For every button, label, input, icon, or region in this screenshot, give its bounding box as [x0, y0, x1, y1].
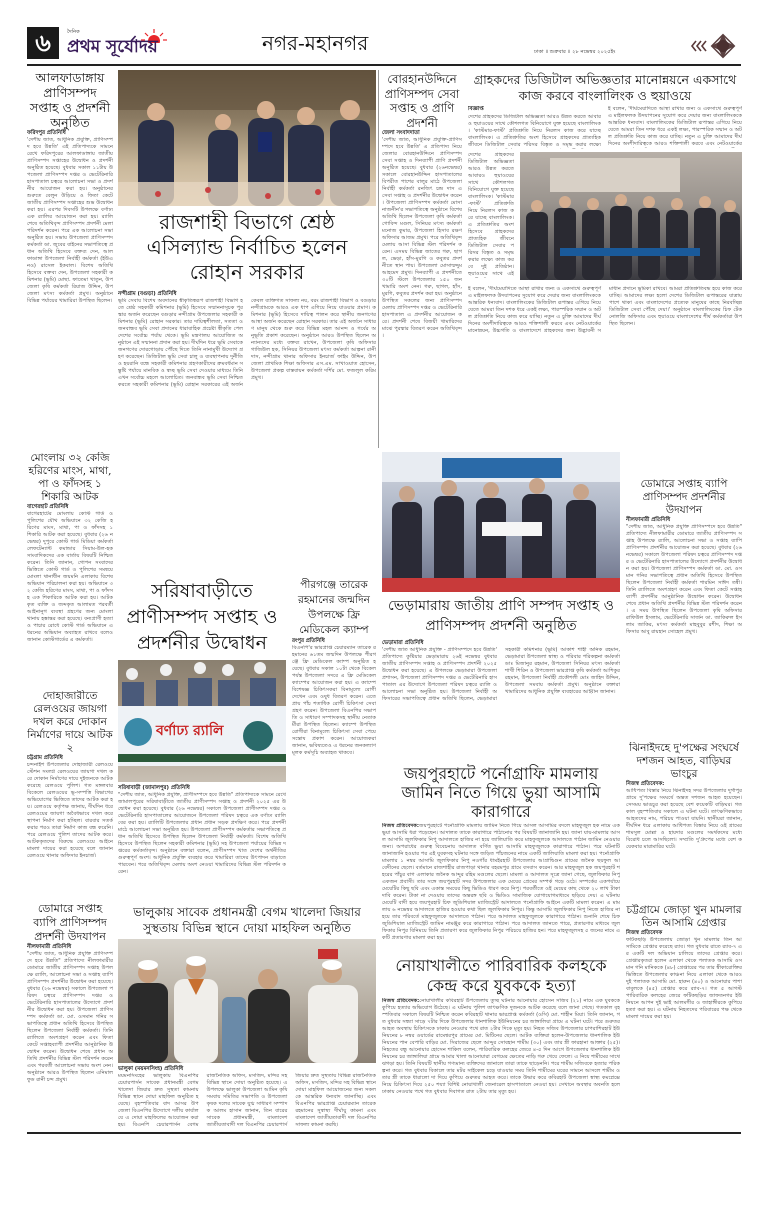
headline: আলফাডাঙ্গায় প্রাণিসম্পদ সপ্তাহ ও প্রদর্শনী অনুষ্ঠিত [29, 70, 111, 130]
exhibition-photo [382, 452, 620, 592]
byline: রংপুর প্রতিনিধি [292, 638, 325, 644]
article-alfadanga [27, 70, 113, 446]
headline: বোরহানউদ্দিনে প্রাণিসম্পদ সেবা সপ্তাহ ও প্রাণি প্রদর্শনী [384, 72, 460, 130]
headline: ঝিনাইদহে দু'পক্ষের সংঘর্ষে দশজন আহত, বাড়িঘর ভাংচুর [629, 742, 739, 780]
article-boranuddin [382, 72, 462, 448]
article-body: 'দেশীয় জাত, আধুনিক প্রযুক্তি, প্রাণিসম্পদ হবে উন্নতি' এই প্রতিপাদ্যকে সামনে রেখে ফরিদপুরের আলফাডাঙ্গায় জাতীয় প্রাণিসম্পদ সপ্তাহের উদ্বোধন ও প্রদর্শনী অনুষ্ঠিত হয়েছে। বুধবার সকাল ১১টায় উপজেলা প্রাণিসম্পদ দপ্তর ও ভেটেরিনারি হাসপাতাল চত্বরে আলোচনা সভা ও প্রদর্শনীর আয়োজন করা হয়। অনুষ্ঠানের শুরুতে বেলুন উড়িয়ে ও ফিতা কেটে জাতীয় প্রাণিসম্পদ সপ্তাহের শুভ উদ্বোধন করা হয়। এরপর দিবসটি উপলক্ষে বর্ণাঢ্য এক র‍্যালির আয়োজন করা হয়। র‍্যালি শেষে অতিথিবৃন্দ প্রাণিসম্পদ প্রদর্শনী মেলা পরিদর্শন করেন। পরে এক আলোচনা সভা অনুষ্ঠিত হয়। সভায় উপজেলা প্রাণিসম্পদ কর্মকর্তা ডা. জুবের বাইনের সভাপতিত্বে প্রধান অতিথি হিসেবে বক্তব্য দেন, আলফাডাঙ্গা উপজেলা নির্বাহী কর্মকর্তা (ইউএনও) রাসেল ইকবাল। বিশেষ অতিথি হিসেবে বক্তব্য দেন, উপজেলা সহকারী কমিশনার (ভূমি) মোছা. ফাতেমা খাতুন, উপজেলা কৃষি কর্মকর্তা রিয়াজ উদ্দিন, উপজেলা মৎস্য কর্মকর্তা প্রমুখ। অনুষ্ঠানে বিভিন্ন পর্যায়ের খামারিরা উপস্থিত ছিলেন। [27, 137, 113, 304]
byline: নিজস্ব প্রতিবেদক [626, 930, 663, 936]
article-body: 'দেশীয় জাত, আধুনিক প্রযুক্তি-প্রাণিসম্পদে হবে উন্নতি' এ প্রতিপাদ্য নিয়ে জেলার বোরহানউদ্দিনে প্রাণিসম্পদ সেবা সপ্তাহ ও দিনব্যাপী প্রাণি প্রদর্শনী অনুষ্ঠিত হয়েছে। বুধবার (২৬নভেম্বর) সকালে বোরহানউদ্দিন হাসপাতালের বিপরীত পাশের বালুর মাঠে উপজেলা নির্বাহী কর্মকর্তা রনজিৎ চন্দ্র দাস এ সেবা সপ্তাহ ও প্রদর্শনীর উদ্বোধন করেন। উপজেলা প্রাণিসম্পদ কর্মকর্তা মোসা নাজনীন'র সভাপতিত্বে অনুষ্ঠানে বিশেষ অতিথি ছিলেন উপজেলা কৃষি কর্মকর্তা গোবিন্দ মণ্ডল, সিনিয়র মৎস্য কর্মকর্তা মনোজ কুমার, উপজেলা হিসাব রক্ষণ অফিসার আজম প্রমুখ। পরে অতিথিবৃন্দ মেলায় আসা বিভিন্ন স্টল পরিদর্শন করেন। এসময় বিভিন্ন জাতের গরু, ছাগল, ভেড়া, হাঁস-মুরগি ও কবুতর প্রদর্শনীতে স্থান পায়। উপজেলা মোসাম্মদ্দুম আহমেদ প্রমুখ। দিনব্যাপী এ প্রদর্শনীতে ৩০টি স্টলে উপজেলার ১৫০ জন খামারি অংশ নেন। গরু, ছাগল, হাঁস, মুরগি, কবুতর প্রদর্শন করা হয়। অনুষ্ঠানে উপস্থিত সকলের জন্য প্রাণিসম্পদ মেলায় প্রাণিসম্পদ দপ্তর ও ভেটেরিনারি হাসপাতাল এ প্রদর্শনীর আয়োজন করে। প্রদর্শনী শেষে বিজয়ী খামারিদের মাঝে পুরস্কার বিতরণ করেন অতিথিবৃন্দ। [382, 137, 462, 339]
headline: সরিষাবাড়ীতে প্রাণীসম্পদ সপ্তাহ ও প্রদর্শনীর উদ্বোধন [126, 580, 278, 654]
headline: পীরগঞ্জে তারেক রহমানের জন্মদিন উপলক্ষে ফ্রি মেডিকেল ক্যাম্প [298, 579, 370, 636]
section-title: নগর-মহানগর [262, 31, 369, 55]
masthead [27, 27, 247, 59]
article-domar-right [626, 478, 742, 734]
headline: গ্রাহকদের ডিজিটাল অভিজ্ঞতার মানোন্নয়নে একসাথে কাজ করবে বাংলালিংক ও হুয়াওয়ে [473, 72, 737, 103]
headline: ডোমারে সপ্তাহ ব্যাপি প্রাণিসম্পদ প্রদর্শনীর উদযাপন [640, 478, 728, 516]
article-body: আধিপত্য বিস্তার নিয়ে ঝিনাইদহ সদর উপজেলার দুর্গাপুর গ্রামে দু'পক্ষের সংঘর্ষে অন্তত দশজন আহত হয়েছেন। সেসময় ভাঙচুর করা হয়েছে বেশ কয়েকটি বাড়িঘর। গতকাল বৃহস্পতিবার সকালে এ ঘটনা ঘটে। তাৎক্ষণিকভাবে আহতদের নাম, পরিচয় পাওয়া যায়নি। স্থানীয়রা জানান, দীর্ঘদিন ধরে এলাকায় আধিপত্য বিস্তার নিয়ে ওই গ্রামের শামসুল মোল্লা ও হায়দার মণ্ডলের সমর্থকদের মধ্যে বিরোধ চলে আসছিলো। সম্প্রতি দু'গ্রুপের মধ্যে বেশ কয়েকবার মারামারির ঘটে। [626, 788, 742, 850]
dateline: ঢাকা ॥ শুক্রবার ॥ ২৮ নভেম্বর ২০২৫ইং [534, 49, 616, 55]
article-bheramara [382, 596, 620, 758]
article-body [382, 823, 620, 950]
byline: নন্দীগ্রাম (বগুড়া) প্রতিনিধি [118, 291, 177, 297]
logo-text: প্রথম সূর্যোদয় [67, 37, 158, 57]
article-sarishabari [118, 578, 286, 898]
article-body: চন্দনাইশ উপজেলার দোহাজারী রেলওয়ে স্টেশন সংলগ্ন রেলওয়ের জায়গা দখল করে দোকান নির্মাণের দায়ে দুইজনকে আটক করেছে রেলওয়ে পুলিশ। গত মঙ্গলবার বিকেলে রেলওয়ের ভূ-সম্পত্তি বিভাগের অভিযোগের ভিত্তিতে তাদের আটক করা হয়। রেলওয়ে কর্তৃপক্ষ জানায়, দীর্ঘদিন ধরে রেলওয়ের জায়গা অবৈধভাবে দখল করে স্থাপনা নির্মাণ করা হচ্ছিল। বারবার সতর্ক করার পরও তারা নির্মাণ কাজ বন্ধ করেনি। পরে রেলওয়ে পুলিশ তাদের আটক করে। আটককৃতদের বিরুদ্ধে রেলওয়ে আইনে মামলা দায়ের করা হয়েছে বলে জানান রেলওয়ে থানার অফিসার ইনচার্জ। [27, 762, 113, 859]
byline: নিজস্ব প্রতিবেদক: [382, 823, 419, 829]
article-body: বিএনপি'র ভারপ্রাপ্ত চেয়ারম্যান তারেক রহমানের ৬১তম জন্মদিন উপলক্ষে পীরগঞ্জে ফ্রি মেডিকেল ক্যাম্প অনুষ্ঠিত হয়েছে। বুধবার সকাল ১০টা থেকে বিকেল পর্যন্ত উপজেলা সদরে এ ফ্রি মেডিকেল ক্যাম্পের আয়োজন করা হয়। এ ক্যাম্পে বিশেষজ্ঞ চিকিৎসকরা বিনামূল্যে রোগী দেখেন এবং ওষুধ বিতরণ করেন। এতে প্রায় পাঁচ শতাধিক রোগী চিকিৎসা সেবা গ্রহণ করেন। উপজেলা বিএনপির সভাপতি ও সাধারণ সম্পাদকসহ স্থানীয় নেতাকর্মীরা উপস্থিত ছিলেন। ক্যাম্পে উপস্থিত রোগীরা বিনামূল্যে চিকিৎসা সেবা পেয়ে সন্তোষ প্রকাশ করেন। আয়োজকরা জানান, ভবিষ্যতেও এ ধরনের জনকল্যাণমূলক কর্মসূচি অব্যাহত থাকবে। [292, 645, 376, 756]
headline: নোয়াখালীতে পারিবারিক কলহকে কেন্দ্র করে যুবককে হত্যা [395, 956, 607, 995]
ornament-icon [690, 32, 736, 60]
article-body: 'দেশীয় জাত আধুনিক প্রযুক্তি - প্রাণিসম্পদে হবে উন্নতি' প্রতিপাদ্যে কুষ্টিয়ার ভেড়ামারায় ২৬ই নভেম্বর বুধবার জাতীয় প্রাণিসম্পদ সপ্তাহ ও প্রাণিসম্পদ প্রদর্শনী ২০২৫ উদ্বোধন করা হয়েছে। এ উপলক্ষে ভেড়ামারা উপজেলা প্রশাসন, উপজেলা প্রাণিসম্পদ দপ্তর ও ভেটেরিনারি হাসপাতাল এর উদ্যোগে উপজেলা পরিষদ চত্বরে র‍্যালি ও আলোচনা সভা অনুষ্ঠিত হয়। উপজেলা নির্বাহী অফিসারের সভাপতিত্বে প্রধান অতিথি ছিলেন, ভেড়ামারা সহকারী কমিশনার (ভূমি) আকাশ শাহী অনিক রহমান, ভেড়ামারা উপজেলা স্বাস্থ্য ও পরিবার পরিকল্পনা কর্মকর্তা ডাঃ মিজানুর রহমান, উপজেলা সিনিয়র মৎস্য কর্মকর্তা শাখী শিরিন ও উপজেলা ভারপ্রাপ্ত কৃষি কর্মকর্তা আশিকুর রহমান, উপজেলা নির্বাহী প্রকৌশলী মোঃ জাহিদ উদ্দিন, উপজেলা সমবায় কর্মকর্তা প্রমুখ। অনুষ্ঠানে বক্তারা খামারিদের আধুনিক প্রযুক্তি ব্যবহারের আহ্বান জানান। [382, 647, 620, 702]
byline: সরিষাবাড়ী (জামালপুর) প্রতিনিধি [118, 785, 190, 791]
headline: ভালুকায় সাবেক প্রধানমন্ত্রী বেগম খালেদা জিয়ার সুস্থতায় বিভিন্ন স্থানে দোয়া মাহফিল অনুষ্ঠিত [133, 905, 361, 935]
headline: মোংলায় ৩২ কেজি হরিণের মাংস, মাথা, পা ও ফাঁদসহ ১ শিকারি আটক [28, 452, 112, 503]
article-body: ভূমি সেবায় বিশেষ অবদানের স্বীকৃতিস্বরূপ রাজশাহী বিভাগ হতে শ্রেষ্ঠ সহকারী কমিশনার (ভূমি) হিসেবে সম্মাননাসূচক পুরস্কার অর্জন করেছেন বগুড়ার নন্দীগ্রাম উপজেলার সহকারী কমিশনার (ভূমি) রোহান সরকার। তার দায়িত্বশীলতা, সততা ও জনবান্ধব ভূমি সেবা প্রদানের ধারাবাহিক প্রচেষ্টা স্বীকৃতি পেল দেশের সর্বোচ্চ পর্যায় থেকে। ভূমি মন্ত্রণালয় আয়োজিত অনুষ্ঠানে এই সম্মাননা প্রদান করা হয়। দীর্ঘদিন ধরে ভূমি সেবাকে জনগণের দোরগোড়ায় পৌঁছে দিতে তিনি নানামুখী উদ্যোগ গ্রহণ করেছেন। ডিজিটাল ভূমি সেবা চালু ও ব্যবস্থাপনায় দুর্নীতি ও হয়রানি বন্ধে সহকারী কমিশনার গ্রহণকারীদের ক্রমবর্ধমান সন্তুষ্টি পর্যায়ে মানবিক ও স্বচ্ছ ভূমি সেবা দেওয়ার মাধ্যমে তিনি এখন সর্বোচ্চ মহলে আলোচিত। জনবান্ধব ভূমি সেবা নিশ্চিত করতে সহকারী কমিশনার (ভূমি) রোহান সরকারের এই অর্জন কেবল ব্যক্তিগত সাফল্য নয়, বরং রাজশাহী বিভাগ ও বগুড়ার নন্দীগ্রামকে আরও এক ধাপ এগিয়ে নিয়ে যাওয়ার প্রমাণ। কমিশনার (ভূমি) হিসেবে দায়িত্ব পালন করে স্থানীয় জনগণের আস্থা অর্জন করেছেন রোহান সরকার। তার এই অর্জনে সাধারণ মানুষ থেকে শুরু করে বিভিন্ন মহল আনন্দ ও গর্বের অনুভূতি প্রকাশ করেছেন। অনুষ্ঠানে আরও উপস্থিত ছিলেন অন্যান্যদের মধ্যে বক্তব্য রাখেন, উপজেলা কৃষি অফিসার গাজিউল হক, সিনিয়র উপজেলা মৎস্য কর্মকর্তা আল্পনা রানী দাস, নন্দীগ্রাম থানার অফিসার ইনচার্জ ফাইম উদ্দিন, উপজেলা প্রাথমিক শিক্ষা অফিসার এস.এম. সাখাওয়াত হোসেন, উপজেলা প্রকল্প বাস্তবায়ন কর্মকর্তা দর্শির মো. ফজলুল করিম প্রমুখ। [118, 298, 376, 388]
headline: ডোমারে সপ্তাহ ব্যাপি প্রাণিসম্পদ প্রদর্শনী উদযাপন [33, 902, 107, 943]
article-body: "দেশীয় জাত, আধুনিক প্রযুক্তি, প্রাণীসম্পদে হবে উন্নতি" প্রতিপাদ্যকে সামনে রেখে জামালপুরের সরিষাবাড়ীতে জাতীয় প্রাণীসম্পদ সপ্তাহ ও প্রদর্শনী ২০২৫ এর উদ্বোধন করা হয়েছে। বুধবার (২৬ নভেম্বর) সকালে উপজেলা প্রাণীসম্পদ দপ্তর ও ভেটেরিনারি হাসপাতালের আয়োজনে উপজেলা পরিষদ চত্বরে এক বর্ণাঢ্য র‍্যালি বের করা হয়। র‍্যালিটি উপজেলার প্রধান প্রধান সড়ক প্রদক্ষিণ করে। পরে প্রদর্শনী মাঠে আলোচনা সভা অনুষ্ঠিত হয়। উপজেলা প্রাণীসম্পদ কর্মকর্তার সভাপতিত্বে প্রধান অতিথি হিসেবে উপস্থিত ছিলেন উপজেলা নির্বাহী কর্মকর্তা। বিশেষ অতিথি হিসেবে উপস্থিত ছিলেন সহকারী কমিশনার (ভূমি) সহ উপজেলা পর্যায়ের বিভিন্ন দপ্তরের কর্মকর্তাবৃন্দ। অনুষ্ঠানে বক্তারা বলেন, প্রাণীসম্পদ খাত দেশের অর্থনীতির গুরুত্বপূর্ণ অংশ। আধুনিক প্রযুক্তি ব্যবহার করে খামারিরা তাদের উৎপাদন বাড়াতে পারবেন। পরে অতিথিবৃন্দ মেলায় অংশ নেওয়া খামারিদের বিভিন্ন স্টল পরিদর্শন করেন। [118, 792, 286, 875]
article-text: নোয়াখালীর কবিরহাট উপজেলায় তুচ্ছ ঘটনার আনোয়ার হোসেন সজিব (২১) নামে এক যুবককে কুপিয়ে হত্যার অভিযোগ উঠেছে। এ ঘটনায় পুলিশ তাৎক্ষণিক দুজনকে আটক করেছে বলে জানা গেছে। গতকাল বৃহস্পতিবার সকালে বিষয়টি নিশ্চিত করেন কবিরহাট থানার ভারপ্রাপ্ত কর্মকর্তা (ওসি) মো. শাহীন মিয়া। তিনি জানান, গত বুধবার সন্ধ্যা সাড়ে ৭টার দিকে উপজেলার ধানশালিক ইউনিয়নের চর জাঙ্গালিয়া গ্রামে এ ঘটনা ঘটে। পরে গুরুতর আহত অবস্থায় চিকিৎসকে ঢাকায় নেওয়ার পথে রাত ২টার দিকে মৃত্যু হয়। নিহত সজিব উপজেলার চাপরাশিরহাট ইউনিয়নের ৮ নম্বর ওয়ার্ডের রামেশ্বরপুর গ্রামের মো. মিটিনের ছেলে। আটক ব্যক্তিরা হলেন-উপজেলার ধানশালিক ইউনিয়নের পান বেপারি বাড়ির মো. সিরাজের ছেলে আব্দুর সোবহান শামীম (৩০) এবং তার স্ত্রী ফারহানা আক্তার (২৫)। নিহতের বন্ধু আনোয়ার হোসেন শাকিল বলেন, পারিবারিক কলহের জেরে ৪-৫ দিন আগে উপজেলার ধানশালিক ইউনিয়নের চর জাঙ্গালিয়া গ্রামে আমার খালা আনোয়ারা বেগমের ক্ষেতের নাড়ি গরু খেয়ে ফেলে। এ নিয়ে শামীমের সাথে ঝগড়া হয়। তিনি বিষয়টি স্থানীয় গণ্যমান্য ব্যক্তিদের জানালে তারা তাকে ছাড়েননি। পরে শামীম সজিবকে হত্যার পরিকল্পনা করে। গত বুধবার বিকালে তার মটর সাইকেল চড়ে যাওয়ার সময় তিনি শামীমের ঘরের সামনে আসলে শামীম ও তার স্ত্রী তাকে ধারালো দা দিয়ে কুপিয়ে গুরুতর আহত করে। তাকে উদ্ধার করে কবিরহাট উপজেলা স্বাস্থ্য কমপ্লেক্সে নিয়ে চিকিৎসা দিয়ে ২৫০ শয্যা বিশিষ্ট নোয়াখালী জেনারেল হাসপাতালে নেওয়া হয়। সেখানে অবস্থার অবনতি হলে ঢাকায় নেওয়ার পথে গত বুধবার দিবাগত রাত ২টায় তার মৃত্যু হয়। [382, 998, 620, 1095]
headline: ভেড়ামারায় জাতীয় প্রাণি সম্পদ সপ্তাহ ও প্রাণিসম্পদ প্রদর্শনী অনুষ্ঠিত [388, 598, 614, 634]
byline: নীলফামারী প্রতিনিধি [27, 944, 72, 950]
footer-rule [27, 1132, 741, 1134]
byline: ফরিদপুর প্রতিনিধি [27, 130, 66, 136]
newspaper-logo [67, 29, 237, 59]
article-body: "দেশীয় জাত, আধুনিক প্রযুক্তি প্রাণিসম্পদে হবে উন্নতি" প্রতিপাদ্যে নীলফামারীর ডোমারে জাতীয় প্রাণিসম্পদ সপ্তাহ উপলক্ষে র‍্যালি, আলোচনা সভা ও সপ্তাহ ব্যাপি প্রাণিসম্পদ প্রদর্শনীর উদ্বোধন করা হয়েছে। বুধবার (২৬ নভেম্বর) সকালে উপজেলা পরিষদ চত্বরে প্রাণিসম্পদ দপ্তর ও ভেটেরিনারি হাসপাতালের উদ্যোগে প্রদর্শনীর উদ্বোধন করা হয়। উপজেলা প্রাণিসম্পদ কর্মকর্তা ডা. মো. ওসমান গনির সভাপতিত্বে প্রধান অতিথি হিসেবে উপস্থিত ছিলেন উপজেলা নির্বাহী কর্মকর্তা। তিনি র‍্যালিতে অংশগ্রহণ করেন এবং ফিতা কেটে সপ্তাহব্যাপী প্রদর্শনীর আনুষ্ঠানিক উদ্বোধন করেন। উদ্বোধন শেষে প্রধান অতিথি প্রদর্শনীর বিভিন্ন স্টল পরিদর্শন করেন এবং পরবর্তী আলোচনা সভায় অংশ নেন। অনুষ্ঠানে আরও উপস্থিত ছিলেন এনিমাল ফুড রানী চন্দ প্রমুখ। [27, 951, 113, 1083]
award-ceremony-photo [118, 70, 376, 206]
article-body-bottom: ই বলেন, 'দীর্ঘমেয়াদিতে আস্থা রাখার জন্য ও একসাথে গুরুত্বপূর্ণ এ মাইলফলক উদযাপনের সুযোগ করে দেয়ার জন্য বাংলালিংককে আন্তরিক ধন্যবাদ। বাংলালিংকের ডিজিটাল রূপান্তর এগিয়ে নিয়ে যেতে আমরা তিন দশক ধরে একই লক্ষ্য, পারস্পরিক সম্মান ও অটল প্রতিশ্রুতি নিয়ে কাজ করে যাচ্ছি। নতুন এ চুক্তি আমাদের দীর্ঘদিনের অংশীদারিত্বকে আরও শক্তিশালী করবে এবং নেটওয়ার্কের মানোন্নয়ন, উচ্চগতি ও বাংলাদেশে গ্রাহকদের জন্য উদ্ভাবনী সমাধান প্রদানে ভূমিকা রাখবে। আমরা প্রতিশ্রুতিবদ্ধ হয়ে কাজ করে যাচ্ছি। আমাদের লক্ষ্য হলো দেশের ডিজিটাল রূপান্তরের যাত্রায় পাশে থাকা এবং বাংলাদেশের প্রত্যেক মানুষের কাছে নিরবচ্ছিন্ন ডিজিটাল সেবা পৌঁছে দেয়া।' অনুষ্ঠানে বাংলালিংকের চিফ টেকনোলজি অফিসার এবং হুয়াওয়ে বাংলাদেশের শীর্ষ কর্মকর্তারা উপস্থিত ছিলেন। [468, 286, 742, 334]
byline: চট্টগ্রাম প্রতিনিধি [27, 755, 63, 761]
article-body-side: দেশের গ্রাহকদের ডিজিটাল অভিজ্ঞতা আরও উন্নত করতে আবারও হুয়াওয়ের সাথে কৌশলগত বিনিয়োগে যুক্ত হয়েছে বাংলালিংক। 'কাস্টমার-ফার্স্ট' প্রতিশ্রুতি নিয়ে নিরলস কাজ করে যাচ্ছে বাংলালিংক। এ প্রতিশ্রুতির অংশ হিসেবে গ্রাহকদের প্রাত্যহিক জীবনে ডিজিটাল সেবার পরিসর বিস্তৃত ও সমৃদ্ধ করার লক্ষ্যে কাজ করবে দুই প্রতিষ্ঠান। হুয়াওয়ের সাথে এই [468, 152, 514, 277]
page-number: ৬ [27, 27, 59, 59]
article-body-right: ই বলেন, 'দীর্ঘমেয়াদিতে আস্থা রাখার জন্য ও একসাথে গুরুত্বপূর্ণ এ মাইলফলক উদযাপনের সুযোগ করে দেয়ার জন্য বাংলালিংককে আন্তরিক ধন্যবাদ। বাংলালিংকের ডিজিটাল রূপান্তর এগিয়ে নিয়ে যেতে আমরা তিন দশক ধরে একই লক্ষ্য, পারস্পরিক সম্মান ও অটল প্রতিশ্রুতি নিয়ে কাজ করে যাচ্ছি। নতুন এ চুক্তি আমাদের দীর্ঘদিনের অংশীদারিত্বকে আরও শক্তিশালী করবে এবং নেটওয়ার্কের [608, 106, 742, 147]
byline: নীলফামারী প্রতিনিধি [626, 517, 671, 523]
article-noakhali [382, 956, 620, 1128]
prayer-gathering-photo [118, 939, 376, 1063]
headline: চট্টগ্রামে জোড়া খুন মামলার তিন আসামি গ্রেপ্তার [626, 904, 742, 929]
article-rajshahi [118, 210, 376, 532]
article-body: "দেশীয় জাত, আধুনিক প্রযুক্তি প্রাণিসম্পদে হবে উন্নতি" প্রতিপাদ্যে নীলফামারীর ডোমারে জাতীয় প্রাণিসম্পদ সপ্তাহ উপলক্ষে র‍্যালি, আলোচনা সভা ও সপ্তাহ ব্যাপি প্রাণিসম্পদ প্রদর্শনীর আয়োজন করা হয়েছে। বুধবার (২৬ নভেম্বর) সকালে উপজেলা পরিষদ চত্বরে প্রাণিসম্পদ দপ্তর ও ভেটেরিনারি হাসপাতালের উদ্যোগে প্রদর্শনীর উদ্বোধন করা হয়। উপজেলা প্রাণিসম্পদ কর্মকর্তা ডা. মো. ওসমান গনির সভাপতিত্বে প্রধান অতিথি হিসেবে উপস্থিত ছিলেন উপজেলা নির্বাহী কর্মকর্তা শারমিন সাঈদ তন্বী। তিনি র‍্যালিতে অংশগ্রহণ করেন এবং ফিতা কেটে সপ্তাহব্যাপী প্রদর্শনীর আনুষ্ঠানিক উদ্বোধন করেন। উদ্বোধন শেষে প্রধান অতিথি প্রদর্শনীর বিভিন্ন স্টল পরিদর্শন করেন। এ সময় উপস্থিত ছিলেন উপজেলা কৃষি অফিসার রাফিউল ইসলাম, ভেটেরিনারি সার্জন ডা. জাকিরুল ইসলাম জাকির, মৎস্য কর্মকর্তা মাহবুবুর রশীদ, শিক্ষা অফিসার আবু রায়হান সোহেল প্রমুখ। [626, 524, 742, 635]
article-banglalink [468, 72, 742, 448]
headline: দোহাজারীতে রেলওয়ের জায়গা দখল করে দোকান নির্মাণের দায়ে আটক ২ [27, 690, 113, 754]
byline: ভেড়ামারা প্রতিনিধি [382, 640, 424, 646]
article-pirganj [292, 578, 376, 898]
article-text: জয়পুরহাটে পর্নোগ্রাফি মামলায় জামিন নিতে গিয়ে আসল আসামির বদলে মাহফুজুল হক নামে এক ভুয়া আসামি ধরা পড়েছেন। আদালত তাকে কারাগারে পাঠানোর পর বিষয়টি জানাজানি হয়। জানা যায়-মামলার আসল আসামি জুলফিকার নিপু আদালতে হাজির না হয়ে জালিয়াতি করে মাহফুজুলকে আদালতে পাঠান জামিন নেওয়ার জন্য। অপরাধের গুরুত্ব বিবেচনায় আদালত বর্ণিত ভুয়া আসামি মাহফুজুলকে কারাগারে পাঠান। পরে ঘটনাটি জানাজানি হওয়ার পর এই যুবকসহ ঘটনার সঙ্গে জড়িত পাঁচজনের নামে একটি জালিয়াতি মামলা করা হয়। পর্নোগ্রাফি মামলার ১ নম্বর আসামি জুলফিকার নিপু নওগাঁর ধামইরহাট উপজেলার আগ্রাদ্বিগুন গ্রামের জনৈক ছয়ফুল আবেদীনের ছেলে। বর্তমানে রাজশাহীর রাজপাড়া থানার বহরমপুর গ্রামে বসবাস করেন। আর মাহফুজুল হক জয়পুরহাট শহরের পাঁচুর বাগ এলাকার জনৈক আব্দুর রহিম মণ্ডলের ছেলে। মামলা ও আদালত সূত্রে জানা গেছে, জুলফিকার নিপু একজন প্রবাসী। তার সঙ্গে জয়পুরহাট সদর উপজেলার এক মেয়ের প্রেমের সম্পর্ক গড়ে ওঠে। সম্পর্কের একপর্যায়ে মেয়েটির কিছু ছবি এবং একান্ত সময়ের কিছু ভিডিও ধারণ করে নিপু। পরবর্তীতে ওই মেয়ের কাছ থেকে ২০ লাখ টাকা দাবি করেন। টাকা না দেওয়ায় তাদের অন্তরঙ্গ ছবি ও ভিডিও সামাজিক যোগাযোগমাধ্যমে ছড়িয়ে দেয়। এ ঘটনায় মেয়েটি বাদী হয়ে জয়পুরহাট চিফ জুডিশিয়াল ম্যাজিস্ট্রেট আদালতে পর্নোগ্রাফি আইনে একটি মামলা করেন। এ মামলায় ৬ নভেম্বর আদালতে হাজির হওয়ার কথা ছিল জুলফিকার নিপুর। কিন্তু আসামি জুলফিকার নিপু নিজে হাজির না হয়ে তার পরিবর্তে মাহফুজুলকে আদালতে পাঠান। পরে আদালত মাহফুজুলকে কারাগারে পাঠান। শুনানি শেষে চিফ জুডিশিয়াল ম্যাজিস্ট্রেট জামিন নামঞ্জুর করে কারাগারে পাঠান। পরে আদালত জানতে পারে, প্রতারণার মাধ্যমে জুলফিকার নিপুর বিনিময়ে তিনি প্রতারণা করে জুলফিকার নিপুর পরিচয়ে হাজির হন। পরে মাহফুজুলসহ ৫ জনের নামে একটি প্রতারণার মামলা করা হয়। [382, 823, 620, 941]
mou-signing-photo [520, 152, 742, 280]
byline: বাগেরহাট প্রতিনিধি [27, 504, 69, 510]
article-body: বাগেরহাটের মোংলায় কোস্ট গার্ড ও পুলিশের যৌথ অভিযানে ৩২ কেজি হরিণের মাংস, মাথা, পা ও ফাঁদসহ ১ শিকারি আটক করা হয়েছে। বুধবার (২৬ নভেম্বর) দুপুরে কোস্ট গার্ড মিডিয়া কর্মকর্তা লেফটেন্যান্ট কমান্ডার সিয়াম-উল-হক সাংবাদিকদের এক বার্তায় বিষয়টি নিশ্চিত করেন। তিনি জানান, গোপন সংবাদের ভিত্তিতে কোস্ট গার্ড ও পুলিশের সমন্বয়ে মোংলা থানাধীন জয়মনি এলাকায় বিশেষ অভিযান পরিচালনা করা হয়। অভিযানে ৩২ কেজি হরিণের মাংস, মাথা, পা ও ফাঁদসহ এক শিকারিকে আটক করা হয়। আটককৃত ব্যক্তি ও জব্দকৃত আলামত পরবর্তী আইনানুগ ব্যবস্থা গ্রহণের জন্য মোংলা থানায় হস্তান্তর করা হয়েছে। বন্যপ্রাণী হত্যা ও পাচার রোধে কোস্ট গার্ড অভিযানে এ ধরনের অভিযান অব্যাহত রাখবে বলেও জানান কোস্টগার্ডের এ কর্মকর্তা। [27, 511, 113, 643]
rally-banner-text: বর্ণাঢ্য র‍্যালি [156, 723, 224, 739]
divider [378, 70, 379, 448]
rally-photo [118, 660, 286, 782]
article-mongla [27, 452, 113, 682]
byline: বিজ্ঞপ্তি [468, 106, 484, 112]
headline: জয়পুরহাটে পর্নোগ্রাফি মামলায় জামিন নিতে গিয়ে ভুয়া আসামি কারাগারে [401, 764, 601, 821]
logo-small-label: দৈনিক [67, 29, 80, 35]
masthead-rule [27, 64, 741, 66]
headline: রাজশাহী বিভাগে শ্রেষ্ঠ এসিল্যান্ড নির্বাচিত হলেন রোহান সরকার [146, 210, 348, 284]
article-bhaluka [118, 904, 376, 1128]
article-joypurhat [382, 764, 620, 950]
byline: ভালুকা (ময়মনসিংহ) প্রতিনিধি [118, 1066, 184, 1072]
byline: নিজস্ব প্রতিবেদক: [626, 781, 665, 787]
article-body: ময়মনসিংহের ভালুকায় বিএনপির চেয়ারপার্সন সাবেক প্রধানমন্ত্রী বেগম খালেদা জিয়ার দ্রুত সুস্থতা কামনায় বিভিন্ন স্থানে দোয়া মাহফিল অনুষ্ঠিত হয়েছে। বৃহস্পতিবার বাদ আসর উপজেলা বিএনপির উদ্যোগে দলীয় কার্যালয়ে এ দোয়া মাহফিলের আয়োজন করা হয়। বিএনপি চেয়ারপার্সন বেগম রাজনৈতিক অফিস, মসজিদ, মন্দির সহ বিভিন্ন স্থানে দোয়া অনুষ্ঠিত হয়েছে। এ উপলক্ষে ভালুকা উপজেলা আমিন কৃষি সমবায় সমিতির সভাপতি ও উপজেলা কৃষক দলের সাবেক যুগ্ম সাধারণ সম্পাদক আলম হাসান জানান, তিন বারের সাবেক প্রধানমন্ত্রী, বাংলাদেশ জাতীয়তাবাদী দল বিএনপির চেয়ারপার্স জিয়ার দ্রুত সুস্থতায় বিভিন্ন রাজনৈতিক অফিস, মসজিদ, মন্দির সহ বিভিন্ন স্থানে দোয়া মাহফিল আয়োজনের জন্য সকলকে আন্তরিক ধন্যবাদ জানাচ্ছি। এবং বিএনপির ভারপ্রাপ্ত চেয়ারম্যান তারেক রহমানের সুস্বাস্থ্য দীর্ঘায়ু কামনা এবং বাংলাদেশ জাতীয়তাবাদী দল বিএনপির সাফল্য কামনা করছি। [118, 1073, 376, 1128]
article-chattogram [626, 904, 742, 1128]
article-body [382, 998, 620, 1128]
article-jhenaidah [626, 742, 742, 896]
article-domar-left [27, 902, 113, 1128]
article-body: ফটিকছড়ি উপজেলায় জোড়া খুন মামলার তিন আসামিকে গ্রেপ্তার করেছে র‍্যাব। গত বুধবার রাতে র‍্যাব-৭ এর একটি দল অভিযান চালিয়ে তাদের গ্রেপ্তার করে। গ্রেপ্তারকৃতরা হলেন এলাকা থেকে পলাতক আসামি ওসমান গনি মানিককে (৪৮) গ্রেপ্তারের পর তার স্বীকারোক্তির ভিত্তিতে উপজেলার কাঞ্চনা নিয়ে এলাকা থেকে আরও দুই পলাতক আসামি মো. হারুন (৪০) ও আনোয়ার পাশা বাবুলকে (৪৫) গ্রেপ্তার করে র‍্যাব-৭। গত ৫ আগস্ট পারিবারিক কলহের জেরে ফটিকছড়ির জাফতনগর ইউনিয়নে আপন দুই ভাই আলমগীর ও জাহাঙ্গীরকে কুপিয়ে হত্যা করা হয়। এ ঘটনায় নিহতদের পরিবারের পক্ষ থেকে মামলা দায়ের করা হয়। [626, 937, 742, 1020]
byline: জেলা সংবাদদাতা [382, 130, 420, 136]
article-body-left: দেশের গ্রাহকদের ডিজিটাল অভিজ্ঞতা আরও উন্নত করতে আবারও হুয়াওয়ের সাথে কৌশলগত বিনিয়োগে যুক্ত হয়েছে বাংলালিংক। 'কাস্টমার-ফার্স্ট' প্রতিশ্রুতি নিয়ে নিরলস কাজ করে যাচ্ছে বাংলালিংক। এ প্রতিশ্রুতির অংশ হিসেবে গ্রাহকদের প্রাত্যহিক জীবনে ডিজিটাল সেবার পরিসর বিস্তৃত ও সমৃদ্ধ করার লক্ষ্যে [468, 114, 601, 148]
article-dohazari [27, 690, 113, 894]
byline: নিজস্ব প্রতিবেদক: [382, 998, 420, 1004]
